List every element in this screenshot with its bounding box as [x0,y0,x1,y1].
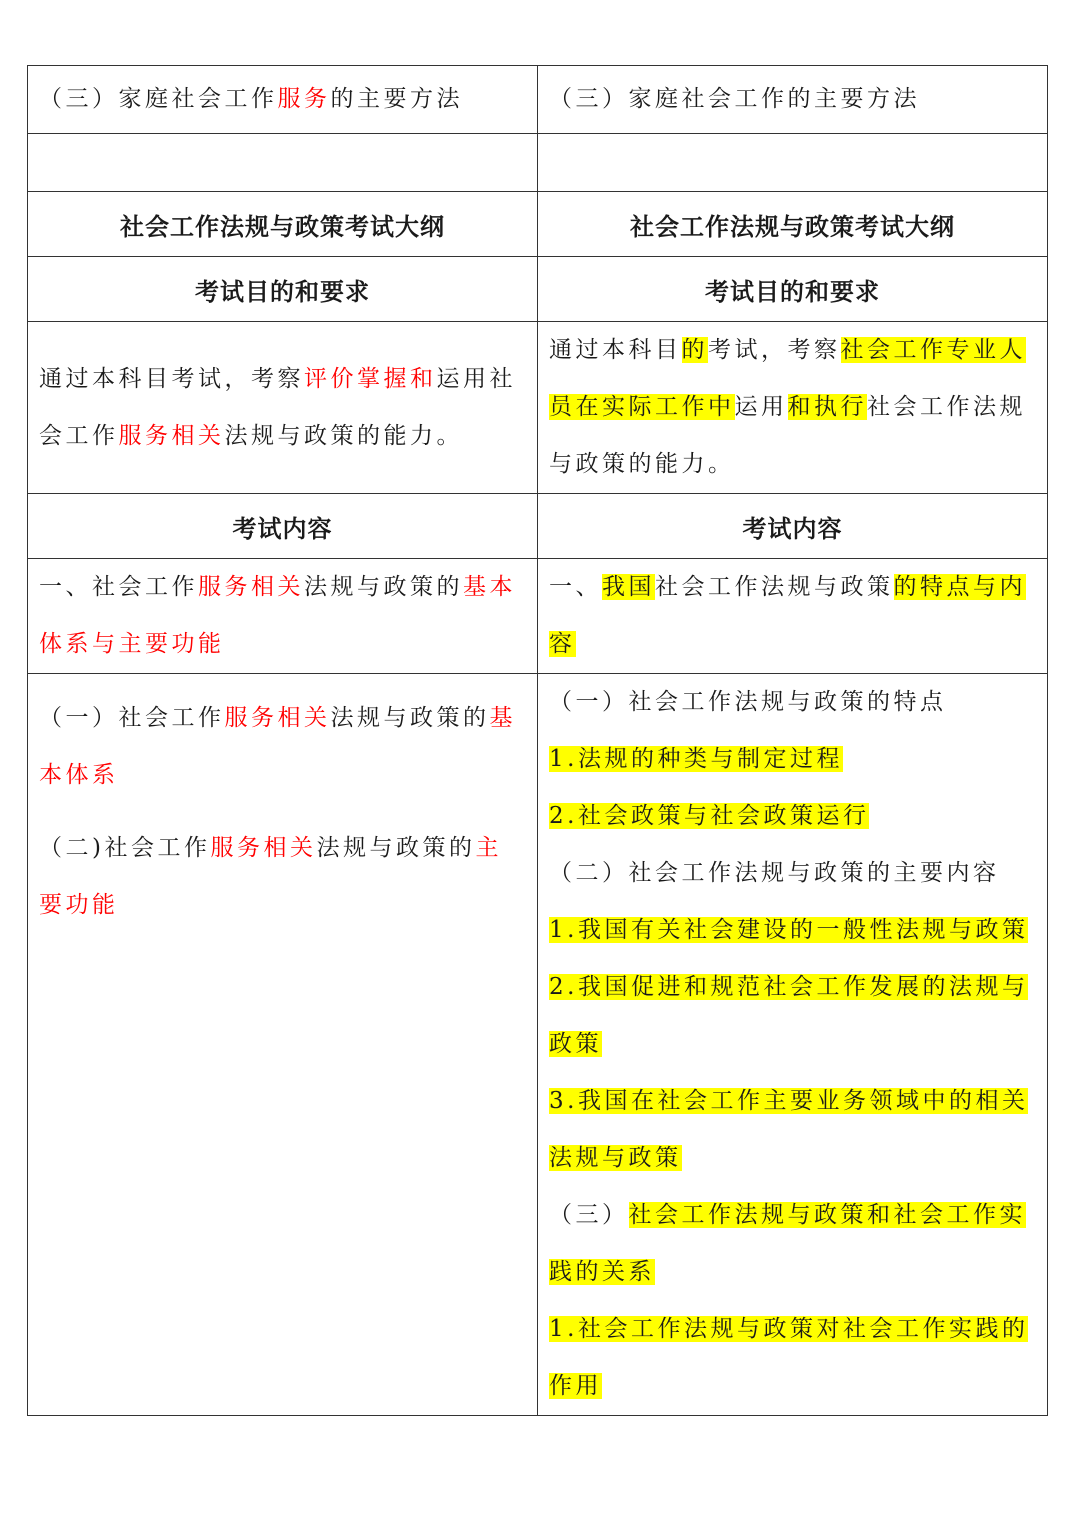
method-right-text: （三）家庭社会工作的主要方法 [549,86,920,112]
cell-section1-right [538,559,1048,674]
text-segment: 法规与政策的能力。 [224,422,463,449]
list-item [549,845,1036,902]
cell-items-left [28,674,538,1416]
table-row [28,257,1048,322]
purpose-heading-left: 考试目的和要求 [28,257,538,322]
items-left-list [39,674,526,934]
red-emphasis-text: 基本体系 [39,705,516,788]
highlighted-text: 3.我国在社会工作主要业务领域中的相关法规与政策 [549,1088,1029,1171]
content-heading-left: 考试内容 [28,494,538,559]
highlighted-text: 2.我国促进和规范社会工作发展的法规与政策 [549,974,1029,1057]
highlighted-text: 1.社会工作法规与政策对社会工作实践的作用 [549,1316,1029,1399]
text-segment: 社会工作法规与政策 [655,574,894,600]
text-segment: （一）社会工作法规与政策的特点 [549,689,947,715]
red-emphasis-text: 服务相关 [118,422,225,449]
red-emphasis-text: 服务 [277,86,331,112]
red-emphasis-text: 服务相关 [198,574,304,600]
highlighted-text: 1.我国有关社会建设的一般性法规与政策 [549,917,1029,943]
list-item [39,690,526,804]
list-item [549,1301,1036,1415]
red-emphasis-text: 服务相关 [210,835,317,861]
text-segment: （三）家庭社会工作 [39,86,278,112]
highlighted-text: 的特点与内容 [549,574,1026,657]
text-segment: （三） [549,1202,629,1228]
text-segment: 运用社会工作 [39,365,516,449]
red-emphasis-text: 评价掌握和 [304,365,437,392]
text-segment: 一、 [549,574,602,600]
method-left-text [39,71,526,128]
text-segment: （一）社会工作 [39,705,225,731]
section1-left-text [39,559,526,673]
red-emphasis-text: 服务相关 [224,705,331,731]
highlighted-text: 社会工作专业人员在实际工作中 [549,337,1026,420]
table-row-empty [28,134,1048,192]
highlighted-text: 的 [681,337,708,363]
items-right-list [549,674,1036,1415]
cell-purpose-right [538,322,1048,494]
list-item [549,1187,1036,1301]
table-row [28,66,1048,134]
title-right: 社会工作法规与政策考试大纲 [538,192,1048,257]
cell-empty-left [28,134,538,192]
text-segment: 的主要方法 [330,86,463,112]
text-segment: 通过本科目 [549,337,682,363]
cell-purpose-left [28,322,538,494]
table-row [28,674,1048,1416]
purpose-left-text [39,351,526,465]
cell-items-right [538,674,1048,1416]
text-segment: 法规与政策的 [304,574,463,600]
table-row [28,559,1048,674]
highlighted-text: 和执行 [787,394,867,420]
text-segment: （二）社会工作法规与政策的主要内容 [549,860,1000,886]
comparison-table [27,65,1048,1416]
table-row [28,494,1048,559]
text-segment: （二)社会工作 [39,835,211,861]
title-left: 社会工作法规与政策考试大纲 [28,192,538,257]
text-segment: 运用 [734,394,788,420]
section1-right-text [549,559,1036,673]
red-emphasis-text: 基本体系与主要功能 [39,574,516,657]
highlighted-text: 社会工作法规与政策和社会工作实践的关系 [549,1202,1026,1285]
table-row [28,192,1048,257]
list-item [549,1073,1036,1187]
text-segment: 考试，考察 [708,337,841,363]
cell-method-right [538,66,1048,134]
purpose-right-text [549,322,1036,493]
cell-empty-right [538,134,1048,192]
list-item [549,902,1036,959]
text-segment: 社会工作法规与政策的能力。 [549,394,1026,477]
purpose-heading-right: 考试目的和要求 [538,257,1048,322]
list-item [39,820,526,934]
highlighted-text: 1.法规的种类与制定过程 [549,746,843,772]
cell-section1-left [28,559,538,674]
list-item [549,731,1036,788]
text-segment: 通过本科目考试，考察 [39,365,304,392]
red-emphasis-text: 主要功能 [39,835,502,918]
content-heading-right: 考试内容 [538,494,1048,559]
text-segment: 法规与政策的 [330,705,490,731]
text-segment: 法规与政策的 [316,835,476,861]
text-segment: 一、社会工作 [39,574,198,600]
list-item [549,959,1036,1073]
highlighted-text: 2.社会政策与社会政策运行 [549,803,870,829]
list-item [549,788,1036,845]
list-item [549,674,1036,731]
table-row [28,322,1048,494]
cell-method-left [28,66,538,134]
highlighted-text: 我国 [602,574,655,600]
